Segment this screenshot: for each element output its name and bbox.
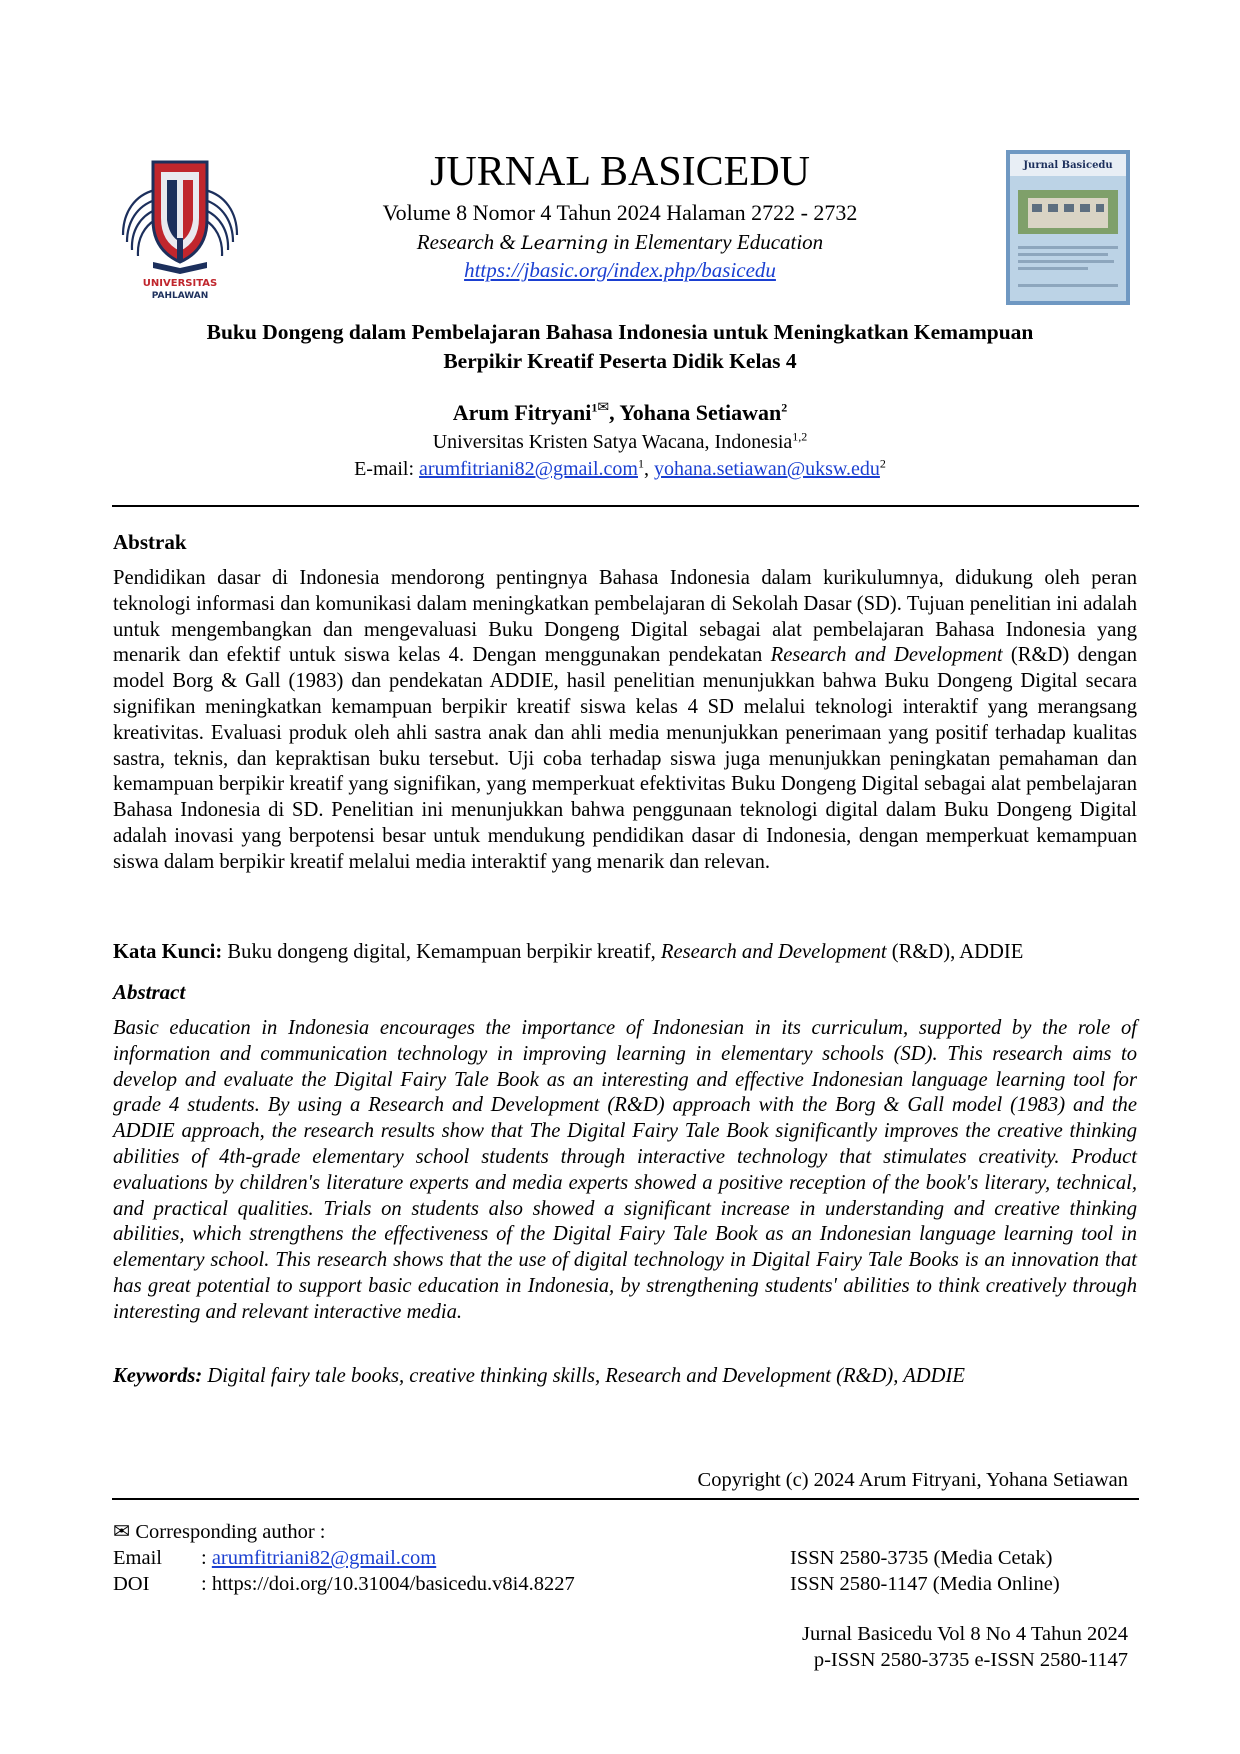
footer-doi-row: DOI : https://doi.org/10.31004/basicedu.v8i4.8227 (113, 1573, 575, 1595)
corresponding-author: ✉ Corresponding author : (113, 1521, 326, 1543)
journal-title: JURNAL BASICEDU (430, 149, 810, 195)
affiliation: Universitas Kristen Satya Wacana, Indonesia$^{1,2}$ (432, 429, 808, 453)
keywords-label: Keywords: (113, 1365, 203, 1387)
author-1-sup: 1 (591, 400, 598, 415)
abstract-heading: Abstract (113, 980, 186, 1004)
paper-title (100, 318, 1140, 376)
keywords: Keywords: Digital fairy tale books, creative thinking skills, Research and Development (R&D), ADDIE (113, 1365, 965, 1387)
email-link-1[interactable]: arumfitriani82@gmail.com (419, 458, 638, 480)
abstract-text: Basic education in Indonesia encourages the importance of Indonesian in its curriculum, supported by the role of information and communication technology in improving learning in elementary schools (SD). This research aims to develop and evaluate the Digital Fairy Tale Book as an interesting and effective Indonesian language learning tool for grade 4 students. By using a Research and Development (R&D) approach with the Borg & Gall model (1983) and the ADDIE approach, the research results show that The Digital Fairy Tale Book significantly improves the creative thinking abilities of 4th-grade elementary school students through interactive technology that stimulates creativity. Product evaluations by children's literature experts and media experts showed a positive reception of the book's literary, technical, and practical qualities. Trials on students also showed a significant increase in understanding and creative thinking abilities, which strengthens the effectiveness of the Digital Fairy Tale Book as an Indonesian language learning tool in elementary school. This research shows that the use of digital technology in Digital Fairy Tale Books is an innovation that has great potential to support basic education in Indonesia, by strengthening students' abilities to think creatively through interesting and relevant interactive media. (113, 1017, 1137, 1323)
envelope-icon: ✉ (597, 400, 610, 416)
journal-subtitle: Research & Learning in Elementary Education (416, 230, 824, 254)
cover-title: Jurnal Basicedu (1023, 160, 1113, 171)
journal-footer-line2: p-ISSN 2580-3735 e-ISSN 2580-1147 (813, 1649, 1128, 1671)
issn-online: ISSN 2580-1147 (Media Online) (790, 1573, 1060, 1595)
kata-kunci: Kata Kunci: Buku dongeng digital, Kemampuan berpikir kreatif, Research and Development (R&D), ADDIE (113, 941, 1024, 963)
logo-text-line1: UNIVERSITAS (142, 278, 218, 289)
author-1-name: Arum Fitryani (452, 400, 592, 425)
kata-kunci-label: Kata Kunci: (113, 941, 223, 963)
journal-url-link[interactable]: https://jbasic.org/index.php/basicedu (464, 258, 776, 282)
journal-cover-thumbnail (1006, 150, 1130, 305)
divider-top (112, 505, 1139, 507)
journal-url-container (300, 256, 940, 284)
journal-subtitle-learning: Learning (521, 232, 608, 254)
abstrak-text: Pendidikan dasar di Indonesia mendorong pentingnya Bahasa Indonesia dalam kurikulumnya, didukung oleh peran teknologi informasi dan komunikasi dalam meningkatkan pembelajaran di Sekolah Dasar (SD). Tujuan penelitian ini adalah untuk mengembangkan dan mengevaluasi Buku Dongeng Digital sebagai alat pembelajaran Bahasa Indonesia yang menarik dan efektif untuk siswa kelas 4. Dengan menggunakan pendekatan Research and Development (R&D) dengan model Borg & Gall (1983) dan pendekatan ADDIE, hasil penelitian menunjukkan bahwa Buku Dongeng Digital secara signifikan meningkatkan kemampuan berpikir kreatif siswa kelas 4 SD melalui teknologi interaktif yang merangsang kreativitas. Evaluasi produk oleh ahli sastra anak dan ahli media menunjukkan penerimaan yang positif terhadap kualitas sastra, teknis, dan kepraktisan buku tersebut. Uji coba terhadap siswa juga menunjukkan peningkatan pemahaman dan kemampuan berpikir kreatif yang signifikan, yang memperkuat efektivitas Buku Dongeng Digital sebagai alat pembelajaran Bahasa Indonesia di SD. Penelitian ini menunjukkan bahwa penggunaan teknologi digital dalam Buku Dongeng Digital adalah inovasi yang berpotensi besar untuk mendukung pendidikan dasar di Indonesia, dengan memperkuat kemampuan siswa dalam berpikir kreatif melalui media interaktif yang menarik dan relevan. (113, 567, 1138, 873)
footer-email-row: Email : arumfitriani82@gmail.com (113, 1547, 437, 1569)
journal-footer-line1: Jurnal Basicedu Vol 8 No 4 Tahun 2024 (802, 1623, 1128, 1645)
author-2-name: Yohana Setiawan (619, 400, 782, 425)
university-logo (115, 150, 245, 302)
paper-title-line2: Berpikir Kreatif Peserta Didik Kelas 4 (443, 349, 797, 373)
abstrak-heading: Abstrak (113, 530, 187, 554)
paper-title-line1: Buku Dongeng dalam Pembelajaran Bahasa Indonesia untuk Meningkatkan Kemampuan (206, 320, 1034, 344)
author-emails: E-mail: arumfitriani82@gmail.com$^1$, yohana.setiawan@uksw.edu$^2$ (354, 456, 886, 480)
doi-value: : https://doi.org/10.31004/basicedu.v8i4.8227 (201, 1573, 575, 1595)
divider-bottom (112, 1498, 1139, 1500)
copyright-notice: Copyright (c) 2024 Arum Fitryani, Yohana Setiawan (697, 1469, 1128, 1491)
footer-email-link[interactable]: arumfitriani82@gmail.com (211, 1547, 437, 1569)
issn-print: ISSN 2580-3735 (Media Cetak) (790, 1547, 1053, 1569)
envelope-icon-footer: ✉ (113, 1521, 136, 1543)
logo-text-line2: PAHLAWAN (151, 291, 209, 301)
email-link-2[interactable]: yohana.setiawan@uksw.edu (653, 458, 880, 480)
author-2-sup: 2 (781, 400, 788, 415)
paper-authors: Arum Fitryani$^{1✉}$, Yohana Setiawan$^2$ (452, 400, 788, 425)
journal-volume-line: Volume 8 Nomor 4 Tahun 2024 Halaman 2722 - 2732 (382, 200, 858, 225)
